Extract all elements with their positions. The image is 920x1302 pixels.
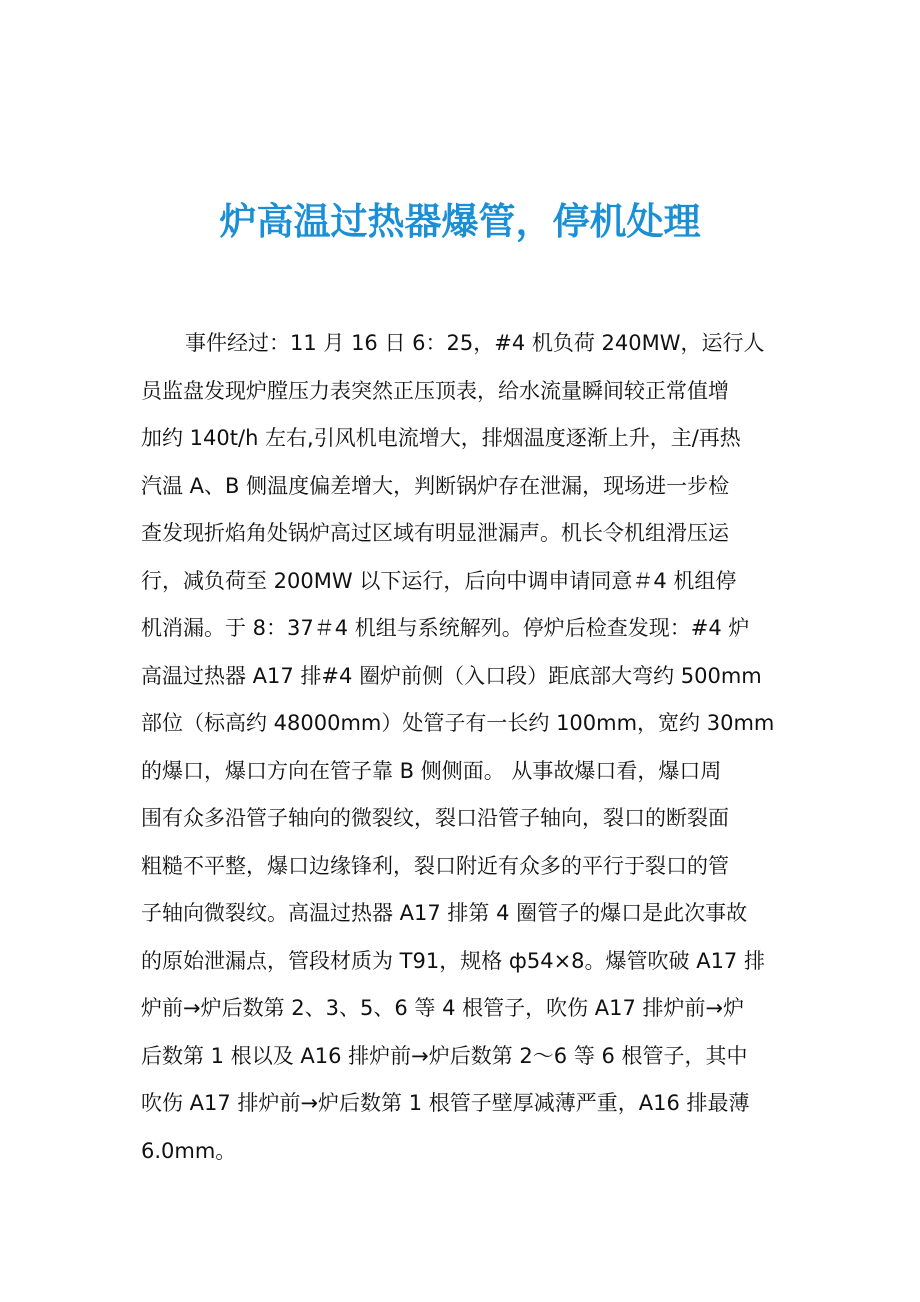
paragraph-line: 吹伤 A17 排炉前→炉后数第 1 根管子壁厚减薄严重，A16 排最薄 [141,1091,750,1115]
paragraph-line: 机消漏。于 8：37＃4 机组与系统解列。停炉后检查发现：#4 炉 [141,616,750,640]
paragraph-line: 6.0mm。 [141,1138,237,1163]
paragraph-line: 汽温 A、B 侧温度偏差增大，判断锅炉存在泄漏，现场进一步检 [141,473,730,498]
paragraph-line: 行，减负荷至 200MW 以下运行，后向中调申请同意＃4 机组停 [141,568,737,593]
paragraph-line: 炉前→炉后数第 2、3、5、6 等 4 根管子，吹伤 A17 排炉前→炉 [141,996,745,1020]
paragraph-line: 员监盘发现炉膛压力表突然正压顶表，给水流量瞬间较正常值增 [141,378,729,403]
paragraph-line: 加约 140t/h 左右,引风机电流增大，排烟温度逐渐上升，主/再热 [141,426,741,450]
paragraph-line: 后数第 1 根以及 A16 排炉前→炉后数第 2～6 等 6 根管子，其中 [141,1043,748,1068]
paragraph-line: 事件经过：11 月 16 日 6：25，#4 机负荷 240MW，运行人 [185,331,765,355]
paragraph-line: 子轴向微裂纹。高温过热器 A17 排第 4 圈管子的爆口是此次事故 [141,901,748,925]
incident-paragraph [141,320,781,1175]
paragraph-line: 的原始泄漏点，管段材质为 T91，规格 ф54×8。爆管吹破 A17 排 [141,948,765,973]
paragraph-line: 围有众多沿管子轴向的微裂纹，裂口沿管子轴向，裂口的断裂面 [141,806,729,830]
paragraph-line: 粗糙不平整，爆口边缘锋利，裂口附近有众多的平行于裂口的管 [141,853,729,878]
document-title: 炉高温过热器爆管，停机处理 [219,200,701,243]
paragraph-line: 查发现折焰角处锅炉高过区域有明显泄漏声。机长令机组滑压运 [141,521,729,545]
paragraph-line: 高温过热器 A17 排#4 圈炉前侧（入口段）距底部大弯约 500mm [141,663,762,688]
paragraph-line: 的爆口，爆口方向在管子靠 B 侧侧面。 从事故爆口看，爆口周 [141,758,722,783]
paragraph-line: 部位（标高约 48000mm）处管子有一长约 100mm，宽约 30mm [141,711,775,735]
